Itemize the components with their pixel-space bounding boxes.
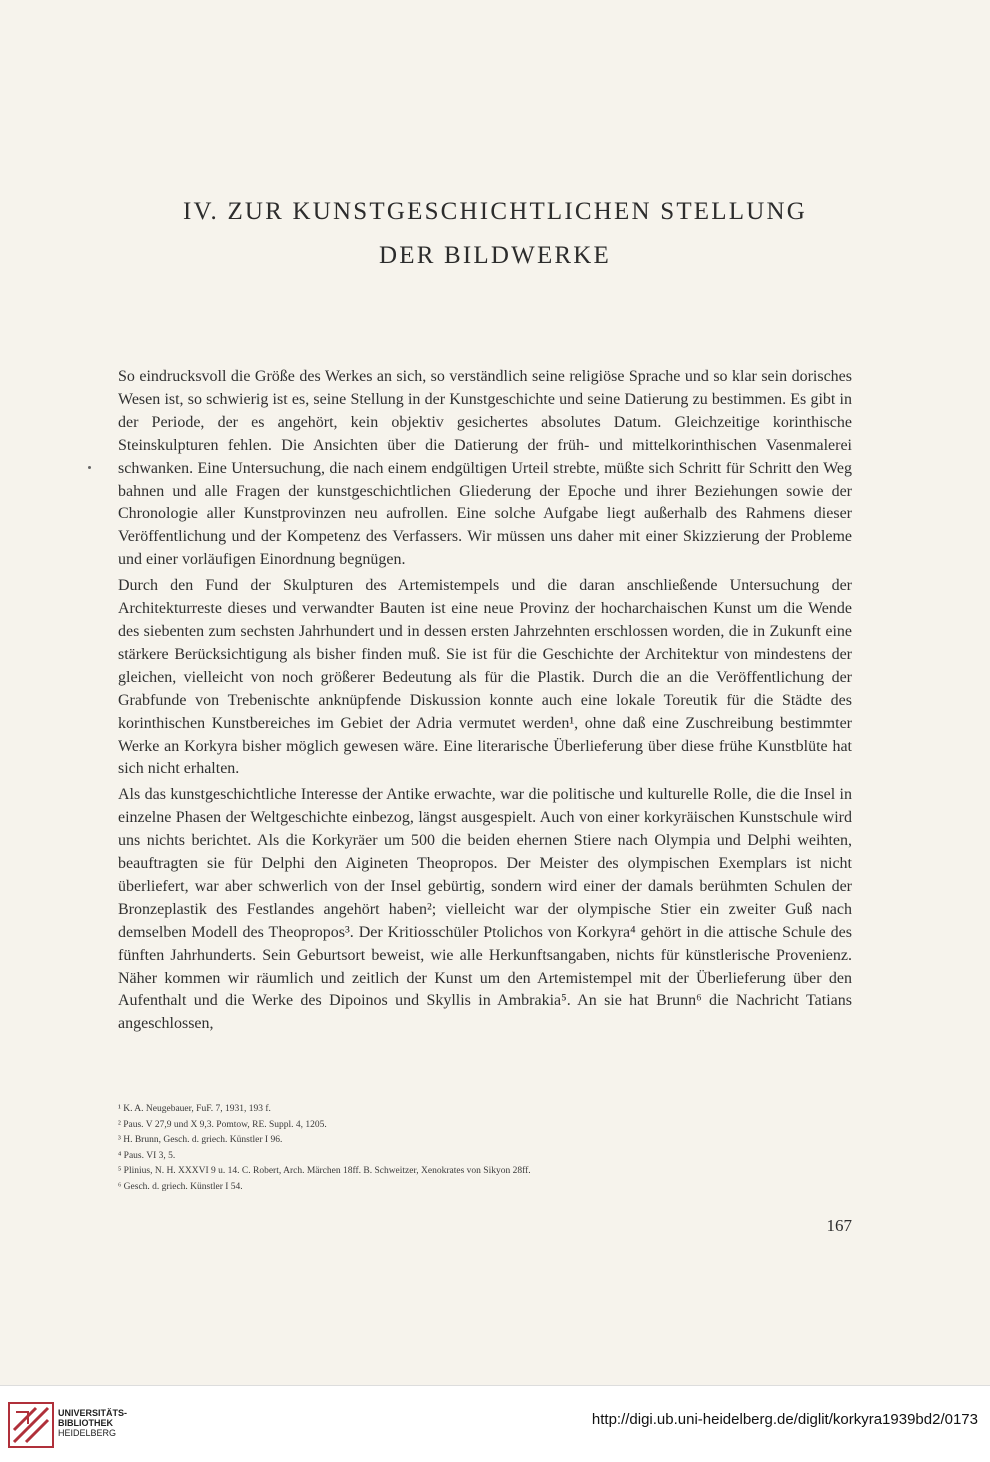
paragraph-1: So eindrucksvoll die Größe des Werkes an sich, so verständlich seine religiöse Sprache und so klar sein dorisches Wesen ist, so schwierig ist es, seine Stellung in der Kunstgeschichte und seine Datierung zu bestimmen. Es gibt in der Periode, der es angehört, kein objektiv gesichertes absolutes Datum. Gleichzeitige korinthische Steinskulpturen fehlen. Die Ansichten über die Datierung der früh- und mittelkorinthischen Vasenmalerei schwanken. Eine Untersuchung, die nach einem endgültigen Urteil strebte, müßte sich Schritt für Schritt den Weg bahnen und alle Fragen der kunstgeschichtlichen Gliederung der Epoche und ihrer Beziehungen sowie der Chronologie aller Kunstprovinzen neu aufrollen. Eine solche Aufgabe liegt außerhalb des Rahmens dieser Veröffentlichung und der Kompetenz des Verfassers. Wir müssen uns daher mit einer Skizzierung der Probleme und einer vorläufigen Einordnung begnügen.	[118, 368, 852, 569]
footnote-1: ¹ K. A. Neugebauer, FuF. 7, 1931, 193 f.	[118, 1104, 271, 1114]
page-number: 167	[826, 1216, 852, 1235]
chapter-title-line-1: IV. ZUR KUNSTGESCHICHTLICHEN STELLUNG	[183, 198, 807, 225]
library-logo-icon[interactable]	[8, 1402, 54, 1448]
body-text	[118, 366, 852, 1039]
permalink-url[interactable]: http://digi.ub.uni-heidelberg.de/diglit/korkyra1939bd2/0173	[591, 1411, 978, 1428]
footnotes	[118, 1102, 852, 1195]
footer-bar	[0, 1385, 990, 1462]
paragraph-3: Als das kunstgeschichtliche Interesse der Antike erwachte, war die politische und kulturelle Rolle, die die Insel in einzelne Phasen der Weltgeschichte einbezog, längst ausgespielt. Auch von einer korkyräischen Kunstschule wird uns nichts berichtet. Als die Korkyräer um 500 die beiden ehernen Stiere nach Olympia und Delphi weihten, beauftragten sie für Delphi den Aigineten Theopropos. Der Meister des olympischen Exemplars ist nicht überliefert, war aber schwerlich von der Insel gebürtig, sondern wird einer der damals berühmten Schulen der Bronzeplastik des Festlandes angehört haben²; vielleicht war der olympische Stier ein zweiter Guß nach demselben Modell des Theopropos³. Der Kritiosschüler Ptolichos von Korkyra⁴ gehört in die attische Schule des fünften Jahrhunderts. Sein Geburtsort beweist, wie alle Herkunftsangaben, nichts für künstlerische Provenienz. Näher kommen wir räumlich und zeitlich der Kunst um den Artemistempel mit der Überlieferung über den Aufenthalt und die Werke des Dipoinos und Skyllis in Ambrakia⁵. An sie hat Brunn⁶ die Nachricht Tatians angeschlossen,	[118, 786, 852, 1033]
library-name-line-2: BIBLIOTHEK	[58, 1418, 113, 1428]
library-name	[58, 1408, 127, 1438]
margin-mark	[88, 466, 91, 469]
footnote-5: ⁵ Plinius, N. H. XXXVI 9 u. 14. C. Robert, Arch. Märchen 18ff. B. Schweitzer, Xenokrates von Sikyon 28ff.	[118, 1166, 531, 1176]
chapter-title-line-2: DER BILDWERKE	[378, 242, 612, 269]
footnote-3: ³ H. Brunn, Gesch. d. griech. Künstler I 96.	[118, 1135, 283, 1145]
library-name-line-3: HEIDELBERG	[58, 1428, 117, 1438]
paragraph-2: Durch den Fund der Skulpturen des Artemistempels und die daran anschließende Untersuchung der Architekturreste dieses und verwandter Bauten ist eine neue Provinz der hocharchaischen Kunst um die Wende des siebenten zum sechsten Jahrhundert und in dessen ersten Jahrzehnten erschlossen worden, die in Zukunft eine stärkere Berücksichtigung als bisher finden muß. Sie ist für die Geschichte der Architektur von mindestens der gleichen, vielleicht von noch größerer Bedeutung als für die Plastik. Durch die an die Veröffentlichung der Grabfunde von Trebenischte anknüpfende Diskussion konnte auch eine lokale Toreutik für die Städte des korinthischen Kunstbereiches im Gebiet der Adria vermutet werden¹, ohne daß eine Zuschreibung bestimmter Werke an Korkyra bisher möglich gewesen wäre. Eine literarische Überlieferung über diese frühe Kunstblüte hat sich nicht erhalten.	[118, 577, 852, 778]
footnote-6: ⁶ Gesch. d. griech. Künstler I 54.	[118, 1181, 243, 1192]
library-name-line-1: UNIVERSITÄTS-	[58, 1408, 128, 1418]
footnote-4: ⁴ Paus. VI 3, 5.	[118, 1150, 176, 1161]
footnote-2: ² Paus. V 27,9 und X 9,3. Pomtow, RE. Suppl. 4, 1205.	[118, 1119, 327, 1130]
